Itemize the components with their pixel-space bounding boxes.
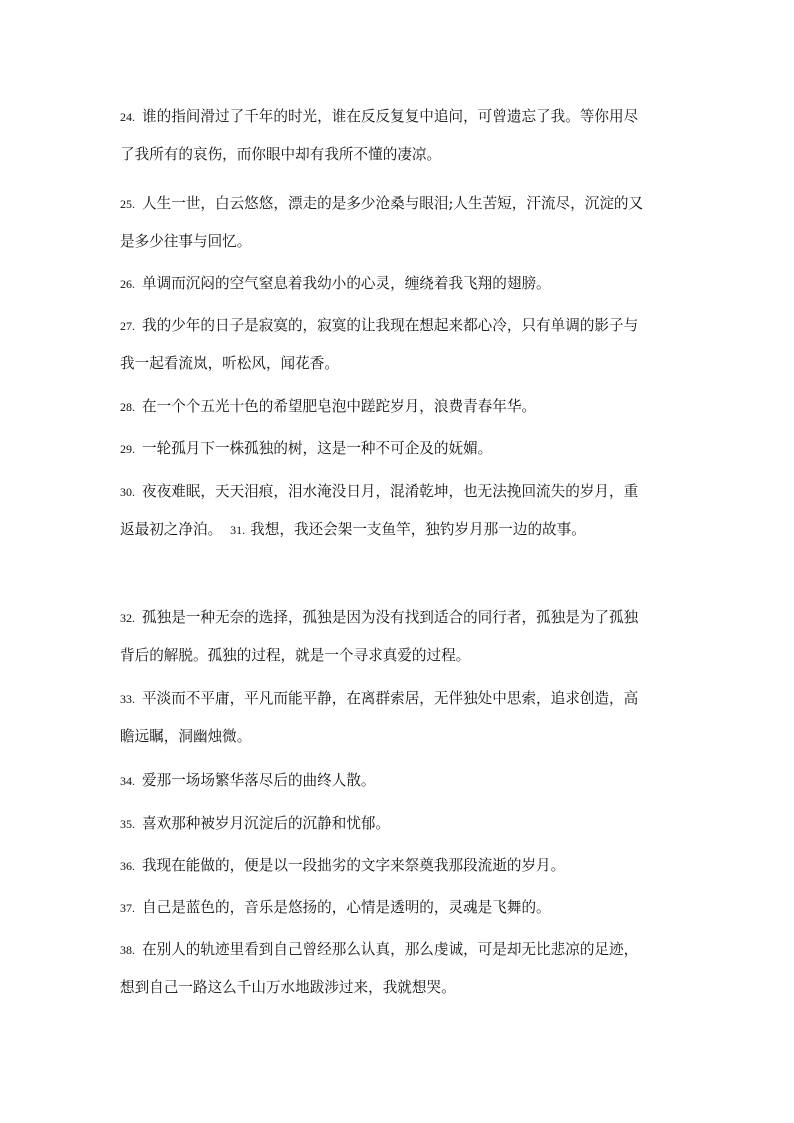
text-line: 是多少往事与回忆。 xyxy=(120,233,252,250)
item-number: 34. xyxy=(120,774,135,788)
item-number: 33. xyxy=(120,692,135,706)
text-line: 26. 单调而沉闷的空气窒息着我幼小的心灵，缠绕着我飞翔的翅膀。 xyxy=(120,275,551,292)
item-number: 38. xyxy=(120,943,135,957)
item-number: 37. xyxy=(120,901,135,915)
list-item xyxy=(120,98,675,174)
text-line: 33. 平淡而不平庸，平凡而能平静，在离群索居，无伴独处中思索，追求创造，高 xyxy=(120,690,639,707)
list-item xyxy=(120,889,675,927)
list-item xyxy=(120,680,675,756)
text-line: 想到自己一路这么千山万水地跋涉过来，我就想哭。 xyxy=(120,979,456,996)
list-item xyxy=(120,599,675,675)
text-line: 背后的解脱。孤独的过程，就是一个寻求真爱的过程。 xyxy=(120,647,471,664)
item-number: 35. xyxy=(120,817,135,831)
list-item xyxy=(120,307,675,383)
text-line: 34. 爱那一场场繁华落尽后的曲终人散。 xyxy=(120,772,376,789)
item-number: 24. xyxy=(120,110,135,124)
item-number: 32. xyxy=(120,611,135,625)
text-line: 28. 在一个个五光十色的希望肥皂泡中蹉跎岁月，浪费青春年华。 xyxy=(120,398,537,415)
text-line: 36. 我现在能做的，便是以一段拙劣的文字来祭奠我那段流逝的岁月。 xyxy=(120,857,566,874)
item-number: 29. xyxy=(120,442,135,456)
list-item xyxy=(120,931,675,1007)
text-line: 37. 自己是蓝色的，音乐是悠扬的，心情是透明的，灵魂是飞舞的。 xyxy=(120,899,551,916)
item-number: 31. xyxy=(230,523,246,537)
item-number: 36. xyxy=(120,859,135,873)
list-item xyxy=(120,847,675,885)
list-item xyxy=(120,805,675,843)
list-item xyxy=(120,388,675,426)
list-item xyxy=(120,473,675,549)
list-item xyxy=(120,762,675,800)
text-line: 了我所有的哀伤，而你眼中却有我所不懂的凄凉。 xyxy=(120,146,442,163)
text-line: 35. 喜欢那种被岁月沉淀后的沉静和忧郁。 xyxy=(120,815,391,832)
text-line: 24. 谁的指间滑过了千年的时光，谁在反反复复中追问，可曾遗忘了我。等你用尽 xyxy=(120,108,639,125)
list-item xyxy=(120,430,675,468)
text-line: 29. 一轮孤月下一株孤独的树，这是一种不可企及的妩媚。 xyxy=(120,440,493,457)
item-number: 30. xyxy=(120,485,135,499)
text-line: 32. 孤独是一种无奈的选择，孤独是因为没有找到适合的同行者，孤独是为了孤独 xyxy=(120,609,639,626)
text-line: 25. 人生一世，白云悠悠，漂走的是多少沧桑与眼泪;人生苦短，汗流尽，沉淀的又 xyxy=(120,195,644,212)
list-item xyxy=(120,185,675,261)
text-line: 30. 夜夜难眠，天天泪痕，泪水淹没日月，混淆乾坤，也无法挽回流失的岁月，重 xyxy=(120,483,639,500)
text-line: 27. 我的少年的日子是寂寞的，寂寞的让我现在想起来都心冷，只有单调的影子与 xyxy=(120,317,639,334)
text-line: 瞻远瞩，洞幽烛微。 xyxy=(120,728,252,745)
item-number: 27. xyxy=(120,319,135,333)
item-number: 28. xyxy=(120,400,135,414)
item-number: 25. xyxy=(120,197,135,211)
text-line: 返最初之净泊。 31. 我想，我还会架一支鱼竿，独钓岁月那一边的故事。 xyxy=(120,521,586,538)
list-item xyxy=(120,265,675,303)
text-line: 38. 在别人的轨迹里看到自己曾经那么认真，那么虔诚，可是却无比悲凉的足迹， xyxy=(120,941,639,958)
item-number: 26. xyxy=(120,277,135,291)
text-line: 我一起看流岚，听松风，闻花香。 xyxy=(120,355,339,372)
